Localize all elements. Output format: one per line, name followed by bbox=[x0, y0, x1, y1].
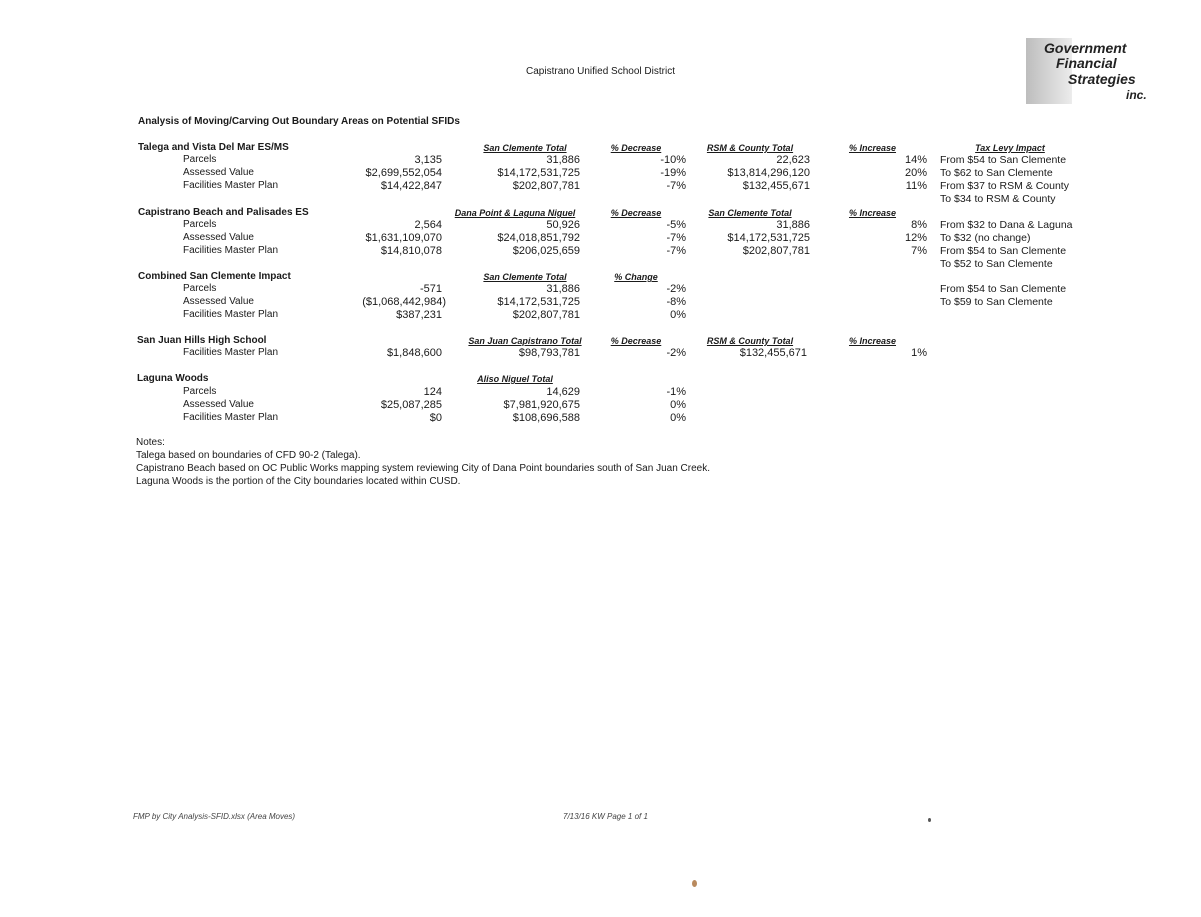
cell: -19% bbox=[660, 167, 686, 179]
row-label: Assessed Value bbox=[183, 232, 254, 243]
row-label: Facilities Master Plan bbox=[183, 412, 279, 423]
footer-filename: FMP by City Analysis-SFID.xlsx (Area Moves) bbox=[133, 812, 296, 821]
cell: 11% bbox=[905, 180, 927, 192]
cell: $132,455,671 bbox=[742, 180, 810, 192]
section-title-laguna: Laguna Woods bbox=[137, 373, 209, 384]
tax-levy-cell: To $62 to San Clemente bbox=[940, 167, 1053, 179]
cell: $202,807,781 bbox=[512, 180, 580, 192]
logo-line-1: Government bbox=[1044, 40, 1127, 56]
tax-levy-cell: From $54 to San Clemente bbox=[940, 283, 1067, 295]
col-header: RSM & County Total bbox=[706, 143, 794, 153]
row-label: Parcels bbox=[183, 283, 217, 294]
tax-levy-cell: From $54 to San Clemente bbox=[940, 154, 1067, 166]
cell: $24,018,851,792 bbox=[497, 232, 580, 244]
cell: $7,981,920,675 bbox=[503, 399, 580, 411]
cell: $2,699,552,054 bbox=[365, 167, 442, 179]
row-label: Facilities Master Plan bbox=[183, 309, 279, 320]
logo-line-4: inc. bbox=[1126, 88, 1147, 102]
cell: 0% bbox=[670, 412, 686, 424]
cell: $387,231 bbox=[396, 309, 442, 321]
cell: -2% bbox=[666, 283, 686, 295]
col-header: % Change bbox=[614, 272, 658, 282]
tax-levy-cell: To $34 to RSM & County bbox=[940, 193, 1056, 205]
cell: 12% bbox=[904, 232, 927, 244]
tax-levy-cell: From $54 to San Clemente bbox=[940, 245, 1067, 257]
row-label: Assessed Value bbox=[183, 296, 254, 307]
row-label: Parcels bbox=[183, 219, 217, 230]
cell: -7% bbox=[666, 245, 686, 257]
cell: 0% bbox=[670, 399, 686, 411]
section-title-sjhhs: San Juan Hills High School bbox=[137, 335, 267, 346]
cell: $14,172,531,725 bbox=[727, 232, 810, 244]
cell: 14,629 bbox=[546, 386, 580, 398]
logo-line-3: Strategies bbox=[1068, 71, 1136, 87]
cell: $14,422,847 bbox=[380, 180, 442, 192]
cell: 8% bbox=[911, 219, 927, 231]
report-subtitle: Analysis of Moving/Carving Out Boundary Areas on Potential SFIDs bbox=[138, 116, 460, 127]
cell: -7% bbox=[666, 232, 686, 244]
col-header: RSM & County Total bbox=[706, 336, 794, 346]
cell: $1,848,600 bbox=[386, 347, 442, 359]
cell: $14,172,531,725 bbox=[497, 167, 580, 179]
tax-levy-cell: From $32 to Dana & Laguna bbox=[940, 219, 1073, 231]
cell: 31,886 bbox=[546, 154, 580, 166]
tax-levy-cell: To $59 to San Clemente bbox=[940, 296, 1053, 308]
cell: -1% bbox=[666, 386, 686, 398]
row-label: Parcels bbox=[183, 154, 217, 165]
cell: -8% bbox=[666, 296, 686, 308]
cell: $14,172,531,725 bbox=[497, 296, 580, 308]
col-header: San Clemente Total bbox=[483, 272, 567, 282]
scan-speck bbox=[928, 818, 931, 822]
col-header: % Increase bbox=[848, 208, 897, 218]
cell: 3,135 bbox=[414, 154, 442, 166]
cell: -571 bbox=[419, 283, 442, 295]
cell: 2,564 bbox=[414, 219, 442, 231]
cell: 22,623 bbox=[776, 154, 810, 166]
cell: $13,814,296,120 bbox=[727, 167, 810, 179]
row-label: Facilities Master Plan bbox=[183, 347, 279, 358]
col-header: Tax Levy Impact bbox=[975, 143, 1045, 153]
cell: $206,025,659 bbox=[512, 245, 580, 257]
cell: 1% bbox=[911, 347, 927, 359]
section-title-capo: Capistrano Beach and Palisades ES bbox=[138, 207, 309, 218]
cell: 50,926 bbox=[546, 219, 580, 231]
col-header: San Clemente Total bbox=[708, 208, 792, 218]
note-line: Laguna Woods is the portion of the City boundaries located within CUSD. bbox=[136, 476, 461, 487]
cell: -7% bbox=[666, 180, 686, 192]
note-line: Capistrano Beach based on OC Public Works mapping system reviewing City of Dana Point boundaries south of San Juan Creek. bbox=[136, 463, 711, 474]
tax-levy-cell: To $32 (no change) bbox=[940, 232, 1031, 244]
col-header: % Decrease bbox=[610, 143, 662, 153]
section-title-combined: Combined San Clemente Impact bbox=[138, 271, 291, 282]
cell: $25,087,285 bbox=[380, 399, 442, 411]
cell: $1,631,109,070 bbox=[365, 232, 442, 244]
section-title-talega: Talega and Vista Del Mar ES/MS bbox=[138, 142, 289, 153]
cell: ($1,068,442,984) bbox=[362, 296, 446, 308]
col-header: % Decrease bbox=[610, 208, 662, 218]
cell: 20% bbox=[904, 167, 927, 179]
row-label: Facilities Master Plan bbox=[183, 245, 279, 256]
cell: -2% bbox=[666, 347, 686, 359]
notes-header: Notes: bbox=[136, 437, 165, 448]
row-label: Assessed Value bbox=[183, 399, 254, 410]
cell: -10% bbox=[660, 154, 686, 166]
footer-page-info: 7/13/16 KW Page 1 of 1 bbox=[563, 812, 648, 821]
cell: 7% bbox=[911, 245, 927, 257]
cell: $98,793,781 bbox=[518, 347, 580, 359]
cell: 14% bbox=[904, 154, 927, 166]
row-label: Assessed Value bbox=[183, 167, 254, 178]
tax-levy-cell: From $37 to RSM & County bbox=[940, 180, 1069, 192]
note-line: Talega based on boundaries of CFD 90-2 (Talega). bbox=[136, 450, 361, 461]
row-label: Parcels bbox=[183, 386, 217, 397]
tax-levy-cell: To $52 to San Clemente bbox=[940, 258, 1053, 270]
cell: $108,696,588 bbox=[512, 412, 580, 424]
row-label: Facilities Master Plan bbox=[183, 180, 279, 191]
col-header: % Increase bbox=[848, 143, 897, 153]
cell: 31,886 bbox=[776, 219, 810, 231]
page-title: Capistrano Unified School District bbox=[526, 66, 675, 77]
cell: $202,807,781 bbox=[512, 309, 580, 321]
cell: $0 bbox=[429, 412, 442, 424]
cell: $202,807,781 bbox=[742, 245, 810, 257]
cell: -5% bbox=[666, 219, 686, 231]
cell: $132,455,671 bbox=[739, 347, 807, 359]
logo-line-2: Financial bbox=[1056, 55, 1117, 71]
cell: 124 bbox=[423, 386, 442, 398]
cell: 31,886 bbox=[546, 283, 580, 295]
cell: $14,810,078 bbox=[380, 245, 442, 257]
col-header: Aliso Niguel Total bbox=[477, 374, 553, 384]
col-header: San Juan Capistrano Total bbox=[468, 336, 582, 346]
col-header: % Increase bbox=[848, 336, 897, 346]
col-header: San Clemente Total bbox=[483, 143, 567, 153]
col-header: Dana Point & Laguna Niguel bbox=[454, 208, 576, 218]
scan-speck bbox=[692, 880, 697, 887]
company-logo bbox=[1026, 38, 1176, 108]
col-header: % Decrease bbox=[610, 336, 662, 346]
cell: 0% bbox=[670, 309, 686, 321]
